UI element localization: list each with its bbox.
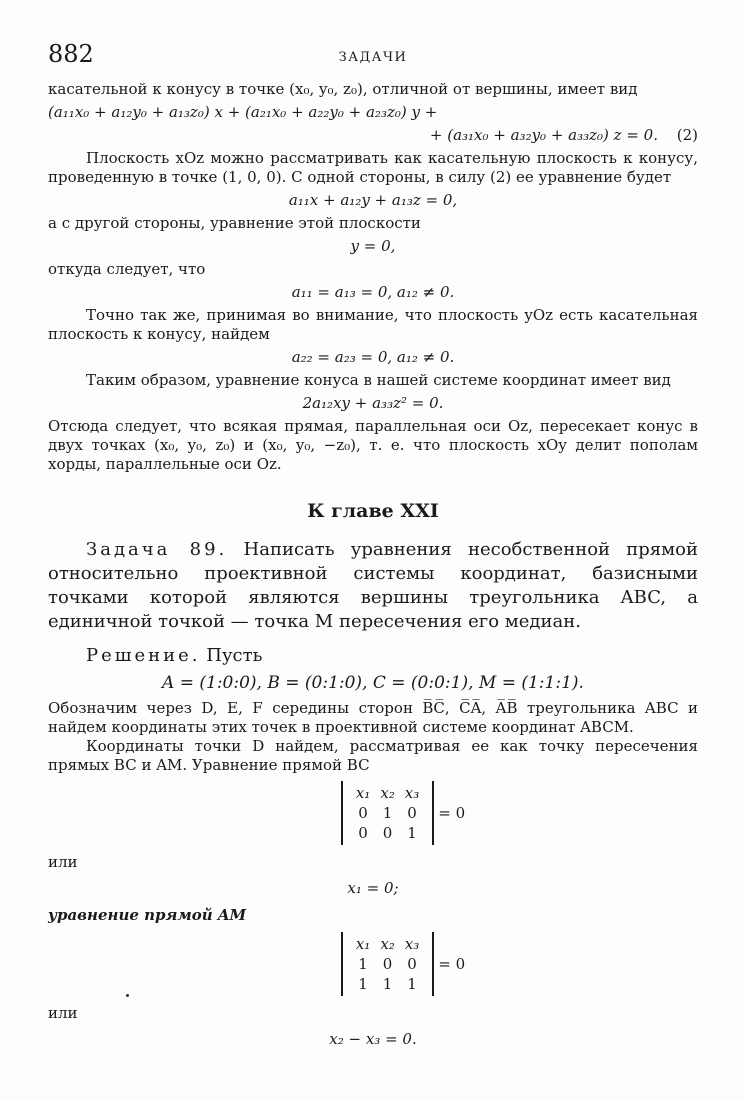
paragraph-am: уравнение прямой AM (48, 906, 247, 924)
page (48, 40, 698, 1053)
equation-points: A = (1:0:0), B = (0:1:0), C = (0:0:1), M = (1:1:1). (162, 673, 584, 693)
paragraph-follows: откуда следует, что (48, 260, 206, 278)
page-header (48, 40, 698, 80)
equation-number: (2) (676, 126, 698, 144)
determinant-bc (108, 781, 698, 845)
det2-cell: 1 (358, 975, 368, 993)
section-title: К главе XXI (307, 500, 439, 522)
solution-label: Решение. (86, 645, 201, 666)
det1-cell: 0 (382, 824, 393, 842)
word-or-1: или (48, 853, 78, 871)
det2-cell: 0 (382, 955, 393, 973)
equation-plane: a₁₁x + a₁₂y + a₁₃z = 0, (288, 191, 458, 209)
det2-cell: 1 (382, 975, 393, 993)
equation-2-line1: (a₁₁x₀ + a₁₂y₀ + a₁₃z₀) x + (a₂₁x₀ + a₂₂y₀ + a₂₃z₀) y + (48, 103, 438, 121)
paragraph-hence: Отсюда следует, что всякая прямая, параллельная оси Oz, пересекает конус в двух точках (x₀, y₀, z₀) и (x₀, y₀, −z₀), т. е. что плоскость xOy делит пополам хорды, параллельные оси Oz. (48, 417, 698, 473)
page-number: 882 (48, 40, 94, 68)
text-line-tangent: касательной к конусу в точке (x₀, y₀, z₀), отличной от вершины, имеет вид (48, 80, 638, 98)
det1-h3: x₃ (404, 784, 420, 802)
running-title: ЗАДАЧИ (338, 50, 408, 65)
print-speck (126, 994, 129, 997)
problem-text: Написать уравнения несобственной прямой относительно проективной системы координат, базисными точками которой являются вершины треугольника ABC, а единичной точкой — точка M пересечения его медиан. (48, 539, 698, 632)
equation-a11: a₁₁ = a₁₃ = 0, a₁₂ ≠ 0. (291, 283, 455, 301)
determinant-am (108, 932, 698, 996)
paragraph-midpoints: Обозначим через D, E, F середины сторон B̅C̅, C̅A̅, A̅B̅ треугольника ABC и найдем координаты этих точек в проективной системе координат ABCM. (48, 699, 698, 736)
det2-cell: 1 (407, 975, 417, 993)
det2-h2: x₂ (380, 935, 395, 953)
det1-cell: 1 (407, 824, 417, 842)
word-or-2: или (48, 1004, 78, 1022)
equation-x2-x3: x₂ − x₃ = 0. (329, 1030, 417, 1048)
det2-h3: x₃ (404, 935, 420, 953)
det1-h1: x₁ (355, 784, 371, 802)
det1-cell: 0 (358, 824, 368, 842)
det2-equals: = 0 (438, 955, 466, 973)
solution-intro (48, 644, 698, 668)
paragraph-coords-d: Координаты точки D найдем, рассматривая ее как точку пересечения прямых BC и AM. Уравнение прямой BC (48, 737, 698, 774)
det1-cell: 0 (407, 804, 417, 822)
problem-statement (48, 538, 698, 634)
paragraph-plane-xoz: Плоскость xOz можно рассматривать как касательную плоскость к конусу, проведенную в точке (1, 0, 0). С одной стороны, в силу (2) ее уравнение будет (48, 149, 698, 186)
equation-2-body: + (a₃₁x₀ + a₃₂y₀ + a₃₃z₀) z = 0. (429, 126, 658, 144)
equation-cone: 2a₁₂xy + a₃₃z² = 0. (302, 394, 444, 412)
det2-cell: 1 (358, 955, 368, 973)
det1-cell: 1 (382, 804, 393, 822)
solution-start: Пусть (206, 645, 263, 666)
equation-x1: x₁ = 0; (347, 879, 399, 897)
paragraph-same-way: Точно так же, принимая во внимание, что плоскость yOz есть касательная плоскость к конусу, найдем (48, 306, 698, 343)
equation-y0: y = 0, (350, 237, 396, 255)
equation-a22: a₂₂ = a₂₃ = 0, a₁₂ ≠ 0. (291, 348, 455, 366)
det1-cell: 0 (358, 804, 368, 822)
problem-label: Задача 89. (86, 539, 228, 560)
paragraph-other-side: а с другой стороны, уравнение этой плоскости (48, 214, 421, 232)
paragraph-thus: Таким образом, уравнение конуса в нашей системе координат имеет вид (86, 371, 671, 389)
det1-h2: x₂ (380, 784, 395, 802)
det2-h1: x₁ (355, 935, 371, 953)
det1-equals: = 0 (438, 804, 466, 822)
equation-2-line2 (48, 126, 698, 145)
det2-cell: 0 (407, 955, 417, 973)
